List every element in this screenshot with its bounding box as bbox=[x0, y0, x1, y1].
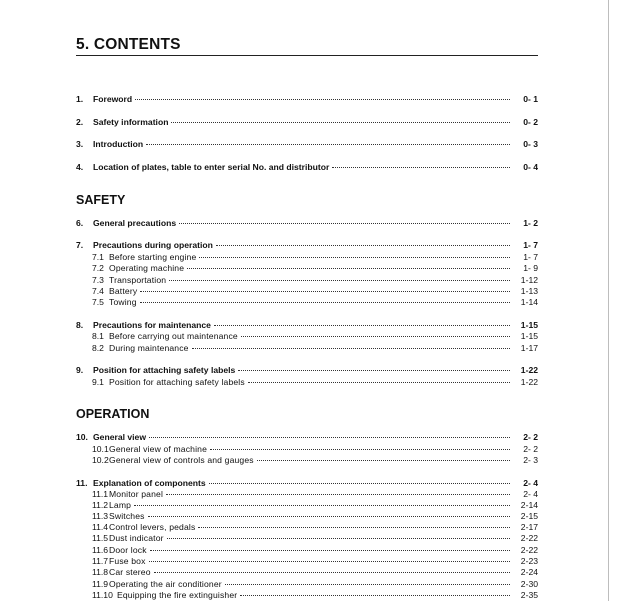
toc-subentry bbox=[76, 579, 538, 590]
toc-subentry bbox=[76, 567, 538, 578]
dot-leader bbox=[257, 459, 510, 461]
entry-title: Car stereo bbox=[109, 567, 151, 577]
entry-title: General precautions bbox=[93, 218, 177, 228]
entry-number: 11.4 bbox=[92, 522, 109, 532]
section-heading: SAFETY bbox=[76, 193, 126, 207]
entry-title: Location of plates, table to enter serial No. and distributor bbox=[93, 162, 330, 172]
entry-number: 2. bbox=[76, 117, 84, 127]
entry-page: 1-15 bbox=[520, 320, 538, 330]
entry-number: 11.1 bbox=[92, 489, 109, 499]
toc-subentry bbox=[76, 455, 538, 466]
toc-entry bbox=[76, 365, 538, 376]
entry-page: 2- 4 bbox=[523, 478, 538, 488]
entry-number: 11.10 bbox=[92, 590, 113, 600]
dot-leader bbox=[149, 560, 510, 562]
entry-page: 1- 2 bbox=[523, 218, 538, 228]
entry-number: 6. bbox=[76, 218, 84, 228]
toc-subentry bbox=[76, 489, 538, 500]
toc-subentry bbox=[76, 556, 538, 567]
entry-title: General view bbox=[93, 432, 147, 442]
entry-title: Before starting engine bbox=[109, 252, 197, 262]
entry-number: 8.1 bbox=[92, 331, 104, 341]
entry-title: Precautions for maintenance bbox=[93, 320, 211, 330]
entry-page: 1-22 bbox=[520, 377, 538, 387]
entry-number: 11.2 bbox=[92, 500, 109, 510]
toc-subentry bbox=[76, 286, 538, 297]
entry-number: 4. bbox=[76, 162, 84, 172]
dot-leader bbox=[171, 121, 510, 123]
entry-number: 10.2 bbox=[92, 455, 109, 465]
entry-number: 8.2 bbox=[92, 343, 104, 353]
entry-title: Dust indicator bbox=[109, 533, 164, 543]
toc-subentry bbox=[76, 500, 538, 511]
toc-subentry bbox=[76, 444, 538, 455]
entry-title: Operating the air conditioner bbox=[109, 579, 222, 589]
entry-number: 11.8 bbox=[92, 567, 109, 577]
entry-page: 0- 3 bbox=[523, 139, 538, 149]
page-edge-line bbox=[608, 0, 609, 601]
entry-number: 8. bbox=[76, 320, 84, 330]
toc-subentry bbox=[76, 331, 538, 342]
dot-leader bbox=[332, 166, 510, 168]
toc-entry bbox=[76, 432, 538, 443]
entry-page: 2-23 bbox=[520, 556, 538, 566]
entry-number: 11.3 bbox=[92, 511, 109, 521]
entry-title: General view of machine bbox=[109, 444, 208, 454]
toc-subentry bbox=[76, 522, 538, 533]
entry-page: 2-30 bbox=[520, 579, 538, 589]
dot-leader bbox=[192, 347, 510, 349]
entry-number: 7.1 bbox=[92, 252, 104, 262]
toc-entry bbox=[76, 139, 538, 150]
entry-page: 0- 1 bbox=[523, 94, 538, 104]
dot-leader bbox=[238, 369, 510, 371]
entry-number: 7.4 bbox=[92, 286, 104, 296]
entry-title: Switches bbox=[109, 511, 145, 521]
entry-number: 7.5 bbox=[92, 297, 104, 307]
toc-entry bbox=[76, 478, 538, 489]
toc-subentry bbox=[76, 533, 538, 544]
dot-leader bbox=[150, 549, 510, 551]
entry-title: Equipping the fire extinguisher bbox=[117, 590, 238, 600]
entry-number: 9.1 bbox=[92, 377, 104, 387]
entry-page: 1-17 bbox=[520, 343, 538, 353]
entry-number: 7. bbox=[76, 240, 84, 250]
toc-subentry bbox=[76, 263, 538, 274]
dot-leader bbox=[199, 256, 510, 258]
entry-title: Towing bbox=[109, 297, 137, 307]
toc-subentry bbox=[76, 252, 538, 263]
dot-leader bbox=[146, 143, 510, 145]
entry-number: 11.6 bbox=[92, 545, 109, 555]
dot-leader bbox=[216, 244, 510, 246]
entry-title: Transportation bbox=[109, 275, 167, 285]
toc-entry bbox=[76, 162, 538, 173]
dot-leader bbox=[214, 324, 510, 326]
entry-title: Battery bbox=[109, 286, 138, 296]
entry-page: 1- 7 bbox=[523, 252, 538, 262]
entry-number: 11.9 bbox=[92, 579, 109, 589]
dot-leader bbox=[241, 335, 510, 337]
entry-title: Position for attaching safety labels bbox=[93, 365, 236, 375]
toc-subentry bbox=[76, 297, 538, 308]
dot-leader bbox=[134, 504, 510, 506]
entry-page: 2-22 bbox=[520, 545, 538, 555]
toc-subentry bbox=[76, 511, 538, 522]
entry-page: 2-15 bbox=[520, 511, 538, 521]
entry-title: Fuse box bbox=[109, 556, 146, 566]
entry-page: 2-24 bbox=[520, 567, 538, 577]
entry-page: 2-17 bbox=[520, 522, 538, 532]
entry-number: 11.7 bbox=[92, 556, 109, 566]
dot-leader bbox=[209, 482, 510, 484]
entry-page: 1- 9 bbox=[523, 263, 538, 273]
entry-number: 11. bbox=[76, 478, 88, 488]
entry-title: Position for attaching safety labels bbox=[109, 377, 245, 387]
page-title: 5. CONTENTS bbox=[76, 36, 181, 53]
dot-leader bbox=[149, 436, 510, 438]
entry-title: During maintenance bbox=[109, 343, 189, 353]
entry-page: 2- 2 bbox=[523, 432, 538, 442]
entry-title: General view of controls and gauges bbox=[109, 455, 254, 465]
dot-leader bbox=[148, 515, 510, 517]
entry-page: 0- 2 bbox=[523, 117, 538, 127]
entry-page: 2-14 bbox=[520, 500, 538, 510]
toc-entry bbox=[76, 117, 538, 128]
dot-leader bbox=[248, 381, 510, 383]
entry-title: Door lock bbox=[109, 545, 147, 555]
entry-page: 2- 4 bbox=[523, 489, 538, 499]
entry-number: 9. bbox=[76, 365, 84, 375]
dot-leader bbox=[167, 537, 510, 539]
entry-page: 2-22 bbox=[520, 533, 538, 543]
entry-number: 7.3 bbox=[92, 275, 104, 285]
entry-number: 10. bbox=[76, 432, 88, 442]
dot-leader bbox=[179, 222, 510, 224]
entry-page: 1-14 bbox=[520, 297, 538, 307]
dot-leader bbox=[187, 267, 510, 269]
entry-page: 0- 4 bbox=[523, 162, 538, 172]
toc-subentry bbox=[76, 590, 538, 601]
toc-subentry bbox=[76, 343, 538, 354]
toc-entry bbox=[76, 320, 538, 331]
dot-leader bbox=[169, 279, 510, 281]
dot-leader bbox=[210, 448, 510, 450]
title-underline bbox=[76, 55, 538, 56]
dot-leader bbox=[135, 98, 510, 100]
entry-page: 1- 7 bbox=[523, 240, 538, 250]
entry-title: Monitor panel bbox=[109, 489, 164, 499]
dot-leader bbox=[225, 583, 510, 585]
dot-leader bbox=[198, 526, 510, 528]
entry-page: 1-13 bbox=[520, 286, 538, 296]
entry-page: 1-12 bbox=[520, 275, 538, 285]
entry-number: 1. bbox=[76, 94, 84, 104]
entry-number: 7.2 bbox=[92, 263, 104, 273]
toc-entry bbox=[76, 94, 538, 105]
entry-title: Introduction bbox=[93, 139, 144, 149]
entry-page: 1-22 bbox=[520, 365, 538, 375]
toc-subentry bbox=[76, 275, 538, 286]
toc-subentry bbox=[76, 377, 538, 388]
entry-title: Explanation of components bbox=[93, 478, 206, 488]
entry-number: 11.5 bbox=[92, 533, 109, 543]
toc-entry bbox=[76, 218, 538, 229]
dot-leader bbox=[166, 493, 510, 495]
toc-subentry bbox=[76, 545, 538, 556]
entry-number: 10.1 bbox=[92, 444, 109, 454]
entry-page: 2-35 bbox=[520, 590, 538, 600]
dot-leader bbox=[140, 290, 510, 292]
entry-title: Before carrying out maintenance bbox=[109, 331, 238, 341]
entry-title: Precautions during operation bbox=[93, 240, 213, 250]
entry-title: Safety information bbox=[93, 117, 169, 127]
entry-title: Lamp bbox=[109, 500, 132, 510]
entry-title: Foreword bbox=[93, 94, 133, 104]
entry-page: 1-15 bbox=[520, 331, 538, 341]
toc-entry bbox=[76, 240, 538, 251]
entry-page: 2- 3 bbox=[523, 455, 538, 465]
dot-leader bbox=[240, 594, 510, 596]
dot-leader bbox=[154, 571, 510, 573]
entry-page: 2- 2 bbox=[523, 444, 538, 454]
entry-title: Control levers, pedals bbox=[109, 522, 196, 532]
dot-leader bbox=[140, 301, 510, 303]
section-heading: OPERATION bbox=[76, 407, 150, 421]
entry-title: Operating machine bbox=[109, 263, 185, 273]
entry-number: 3. bbox=[76, 139, 84, 149]
